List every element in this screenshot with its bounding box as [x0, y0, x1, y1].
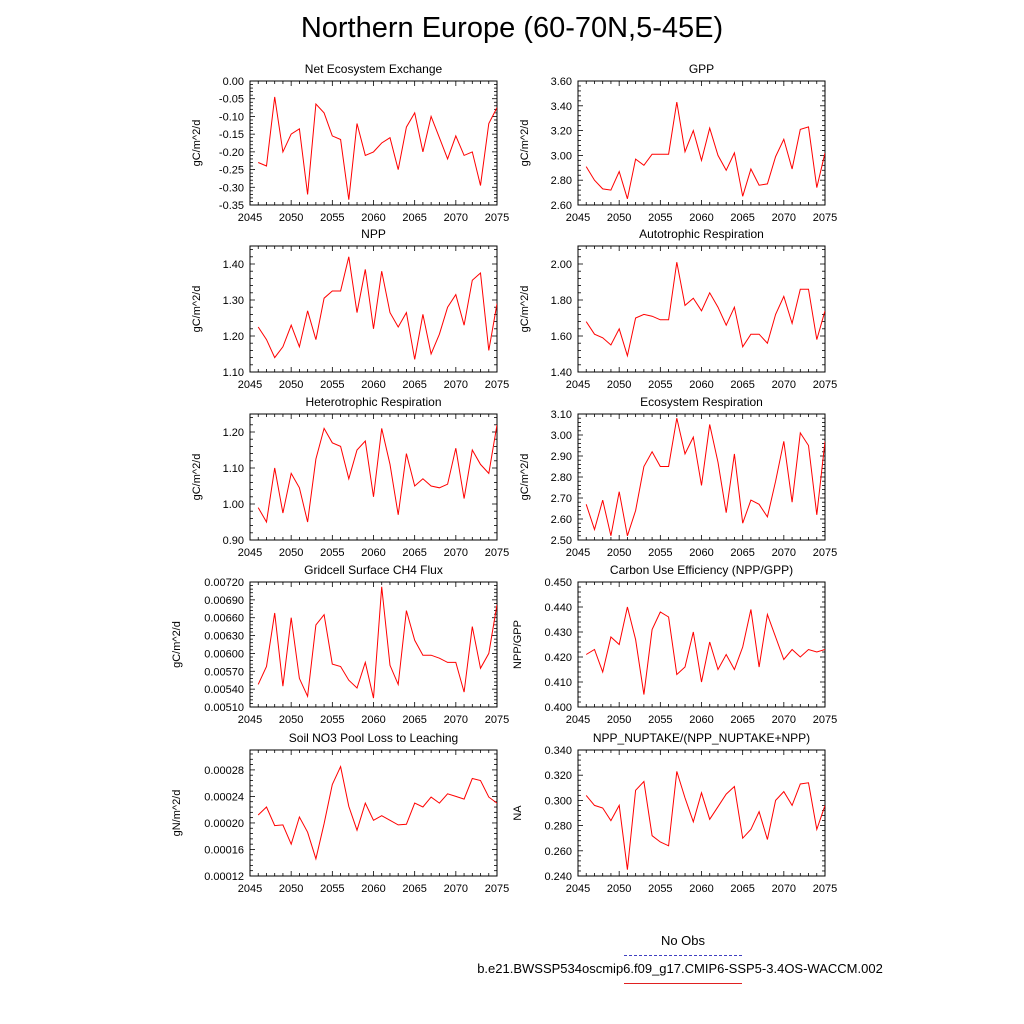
y-axis-label: gC/m^2/d [171, 621, 183, 668]
x-tick-label: 2055 [320, 212, 345, 224]
y-tick-label: -0.20 [218, 146, 244, 159]
y-tick-label: 0.00720 [204, 577, 244, 589]
chart-panel-10 [512, 731, 837, 895]
x-tick-label: 2075 [812, 379, 838, 391]
series-line-1 [586, 418, 825, 536]
plot-frame [250, 750, 497, 876]
x-tick-label: 2070 [443, 379, 469, 391]
y-tick-label: 0.430 [544, 627, 572, 639]
x-tick-label: 2060 [689, 714, 714, 726]
chart-title: NPP [361, 227, 386, 241]
x-tick-label: 2055 [648, 714, 673, 726]
y-tick-label: -0.15 [218, 129, 244, 142]
x-tick-label: 2055 [648, 212, 673, 224]
series-line-1 [258, 97, 497, 200]
x-tick-label: 2070 [443, 547, 469, 559]
x-tick-label: 2075 [484, 883, 510, 895]
y-tick-label: 1.10 [222, 367, 244, 379]
y-tick-label: 0.00570 [204, 666, 244, 679]
x-tick-label: 2055 [648, 379, 673, 391]
x-tick-label: 2075 [484, 379, 510, 391]
y-tick-label: 2.60 [550, 514, 572, 526]
y-tick-label: 0.280 [544, 820, 572, 833]
page-title: Northern Europe (60-70N,5-45E) [300, 12, 724, 44]
x-tick-label: 2060 [361, 547, 386, 559]
x-tick-label: 2055 [648, 883, 673, 895]
x-tick-label: 2050 [606, 547, 632, 559]
chart-panel-4 [519, 227, 837, 391]
x-tick-label: 2070 [771, 379, 797, 391]
legend-case-label: b.e21.BWSSP534oscmip6.f09_g17.CMIP6-SSP5-3.4OS-WACCM.002 [477, 961, 883, 976]
y-tick-label: 1.10 [222, 463, 244, 475]
y-axis-label: gC/m^2/d [191, 119, 203, 167]
x-tick-label: 2050 [278, 714, 304, 726]
y-tick-label: 1.20 [222, 427, 244, 439]
x-tick-label: 2060 [689, 883, 714, 895]
x-tick-label: 2050 [606, 883, 632, 895]
y-tick-label: 2.70 [550, 493, 572, 505]
x-tick-label: 2060 [689, 547, 714, 559]
y-tick-label: 1.20 [222, 331, 244, 343]
y-tick-label: 0.00020 [204, 817, 244, 830]
y-tick-label: 0.410 [544, 677, 572, 689]
x-tick-label: 2050 [278, 212, 304, 224]
legend-case-line [624, 983, 742, 984]
series-line-1 [258, 587, 497, 698]
y-axis-label: gC/m^2/d [519, 285, 531, 333]
series-line-1 [586, 771, 825, 869]
y-tick-label: -0.05 [218, 93, 244, 106]
x-tick-label: 2060 [689, 379, 714, 391]
x-tick-label: 2055 [320, 379, 345, 391]
plot-frame [578, 582, 825, 707]
chart-panel-3 [191, 227, 509, 391]
series-line-1 [586, 262, 825, 356]
x-tick-label: 2070 [771, 547, 797, 559]
chart-panel-6 [519, 395, 837, 559]
chart-title: Heterotrophic Respiration [305, 395, 442, 409]
x-tick-label: 2065 [730, 212, 755, 224]
x-tick-label: 2065 [402, 547, 427, 559]
x-tick-label: 2075 [812, 547, 838, 559]
x-tick-label: 2050 [606, 714, 632, 726]
x-tick-label: 2045 [237, 547, 263, 559]
y-tick-label: 0.300 [544, 795, 572, 808]
chart-title: Gridcell Surface CH4 Flux [304, 563, 443, 577]
y-tick-label: 0.450 [544, 577, 572, 589]
y-tick-label: 0.400 [544, 702, 572, 714]
y-tick-label: 3.00 [550, 150, 572, 163]
x-tick-label: 2070 [771, 212, 797, 224]
x-tick-label: 2060 [361, 379, 386, 391]
x-tick-label: 2075 [484, 212, 510, 224]
y-tick-label: 3.40 [550, 100, 572, 113]
series-line-1 [258, 425, 497, 522]
legend-obs-line [624, 955, 742, 956]
x-tick-label: 2045 [565, 379, 591, 391]
x-tick-label: 2045 [565, 212, 591, 224]
series-line-1 [586, 102, 825, 199]
x-tick-label: 2075 [812, 714, 838, 726]
y-tick-label: 1.30 [222, 295, 244, 307]
x-tick-label: 2065 [730, 379, 755, 391]
y-tick-label: 0.00540 [204, 684, 244, 697]
x-tick-label: 2070 [771, 714, 797, 726]
x-tick-label: 2055 [320, 547, 345, 559]
y-tick-label: 3.00 [550, 430, 572, 442]
x-tick-label: 2045 [237, 379, 263, 391]
x-tick-label: 2070 [443, 212, 469, 224]
y-tick-label: 0.00012 [204, 871, 244, 883]
x-tick-label: 2070 [443, 883, 469, 895]
y-tick-label: 0.90 [222, 535, 244, 547]
x-tick-label: 2050 [606, 379, 632, 391]
x-tick-label: 2060 [361, 883, 386, 895]
series-line-1 [586, 607, 825, 695]
chart-panel-7 [171, 563, 509, 726]
y-tick-label: 0.00690 [204, 594, 244, 607]
x-tick-label: 2055 [648, 547, 673, 559]
chart-panel-9 [171, 731, 509, 895]
y-tick-label: 0.00 [222, 76, 244, 88]
y-tick-label: 3.60 [550, 76, 572, 88]
x-tick-label: 2065 [730, 883, 755, 895]
x-tick-label: 2045 [237, 883, 263, 895]
y-tick-label: 0.00510 [204, 702, 244, 714]
y-axis-label: NPP/GPP [512, 620, 524, 669]
chart-title: Ecosystem Respiration [640, 395, 763, 409]
x-tick-label: 2060 [361, 714, 386, 726]
x-tick-label: 2055 [320, 883, 345, 895]
y-tick-label: 2.60 [550, 200, 572, 212]
x-tick-label: 2060 [689, 212, 714, 224]
x-tick-label: 2065 [402, 883, 427, 895]
y-tick-label: 2.80 [550, 472, 572, 484]
chart-title: Carbon Use Efficiency (NPP/GPP) [609, 563, 794, 577]
chart-panel-1 [191, 62, 509, 224]
x-tick-label: 2050 [606, 212, 632, 224]
y-tick-label: 2.90 [550, 451, 572, 463]
y-tick-label: 1.60 [550, 331, 572, 343]
chart-title: Autotrophic Respiration [639, 227, 764, 241]
chart-title: GPP [688, 62, 715, 76]
chart-title: NPP_NUPTAKE/(NPP_NUPTAKE+NPP) [592, 731, 811, 745]
x-tick-label: 2065 [402, 212, 427, 224]
x-tick-label: 2070 [771, 883, 797, 895]
y-axis-label: gC/m^2/d [519, 453, 531, 501]
x-tick-label: 2045 [565, 547, 591, 559]
y-tick-label: -0.35 [218, 200, 244, 212]
series-line-1 [258, 767, 497, 859]
y-tick-label: 0.240 [544, 871, 572, 883]
y-tick-label: -0.25 [218, 164, 244, 177]
x-tick-label: 2065 [730, 547, 755, 559]
y-tick-label: 0.420 [544, 652, 572, 664]
plot-frame [250, 582, 497, 707]
x-tick-label: 2075 [484, 714, 510, 726]
plot-frame [578, 414, 825, 540]
x-tick-label: 2050 [278, 547, 304, 559]
y-tick-label: 2.00 [550, 259, 572, 271]
y-tick-label: 1.00 [222, 499, 244, 511]
x-tick-label: 2060 [361, 212, 386, 224]
y-axis-label: gN/m^2/d [171, 789, 183, 837]
plot-frame [578, 81, 825, 205]
x-tick-label: 2075 [484, 547, 510, 559]
y-tick-label: 2.50 [550, 535, 572, 547]
x-tick-label: 2075 [812, 212, 838, 224]
x-tick-label: 2055 [320, 714, 345, 726]
y-tick-label: 3.20 [550, 125, 572, 138]
y-tick-label: 0.00660 [204, 612, 244, 625]
y-tick-label: 0.00600 [204, 648, 244, 661]
x-tick-label: 2045 [565, 714, 591, 726]
x-tick-label: 2050 [278, 379, 304, 391]
y-axis-label: gC/m^2/d [519, 119, 531, 167]
x-tick-label: 2045 [565, 883, 591, 895]
y-tick-label: 1.40 [550, 367, 572, 379]
y-tick-label: 0.320 [544, 770, 572, 783]
legend-obs-label: No Obs [660, 933, 706, 948]
y-tick-label: 0.260 [544, 845, 572, 858]
y-axis-label: NA [512, 805, 524, 821]
x-tick-label: 2065 [730, 714, 755, 726]
x-tick-label: 2065 [402, 379, 427, 391]
x-tick-label: 2050 [278, 883, 304, 895]
chart-title: Net Ecosystem Exchange [304, 62, 443, 76]
chart-title: Soil NO3 Pool Loss to Leaching [288, 731, 459, 745]
y-axis-label: gC/m^2/d [191, 285, 203, 333]
y-tick-label: 0.00016 [204, 844, 244, 857]
x-tick-label: 2045 [237, 714, 263, 726]
y-tick-label: 2.80 [550, 175, 572, 188]
chart-panel-2 [519, 62, 837, 224]
x-tick-label: 2065 [402, 714, 427, 726]
y-tick-label: 0.440 [544, 602, 572, 614]
x-tick-label: 2070 [443, 714, 469, 726]
y-axis-label: gC/m^2/d [191, 453, 203, 501]
y-tick-label: 1.80 [550, 295, 572, 307]
y-tick-label: 3.10 [550, 409, 572, 421]
y-tick-label: -0.30 [218, 182, 244, 195]
x-tick-label: 2045 [237, 212, 263, 224]
chart-panel-5 [191, 395, 509, 559]
chart-panel-8 [512, 563, 837, 726]
plot-frame [250, 414, 497, 540]
y-tick-label: 0.340 [544, 745, 572, 757]
y-tick-label: 0.00028 [204, 764, 244, 777]
y-tick-label: 1.40 [222, 259, 244, 271]
y-tick-label: 0.00024 [204, 791, 244, 804]
y-tick-label: -0.10 [218, 111, 244, 124]
y-tick-label: 0.00630 [204, 630, 244, 643]
series-line-1 [258, 257, 497, 360]
x-tick-label: 2075 [812, 883, 838, 895]
